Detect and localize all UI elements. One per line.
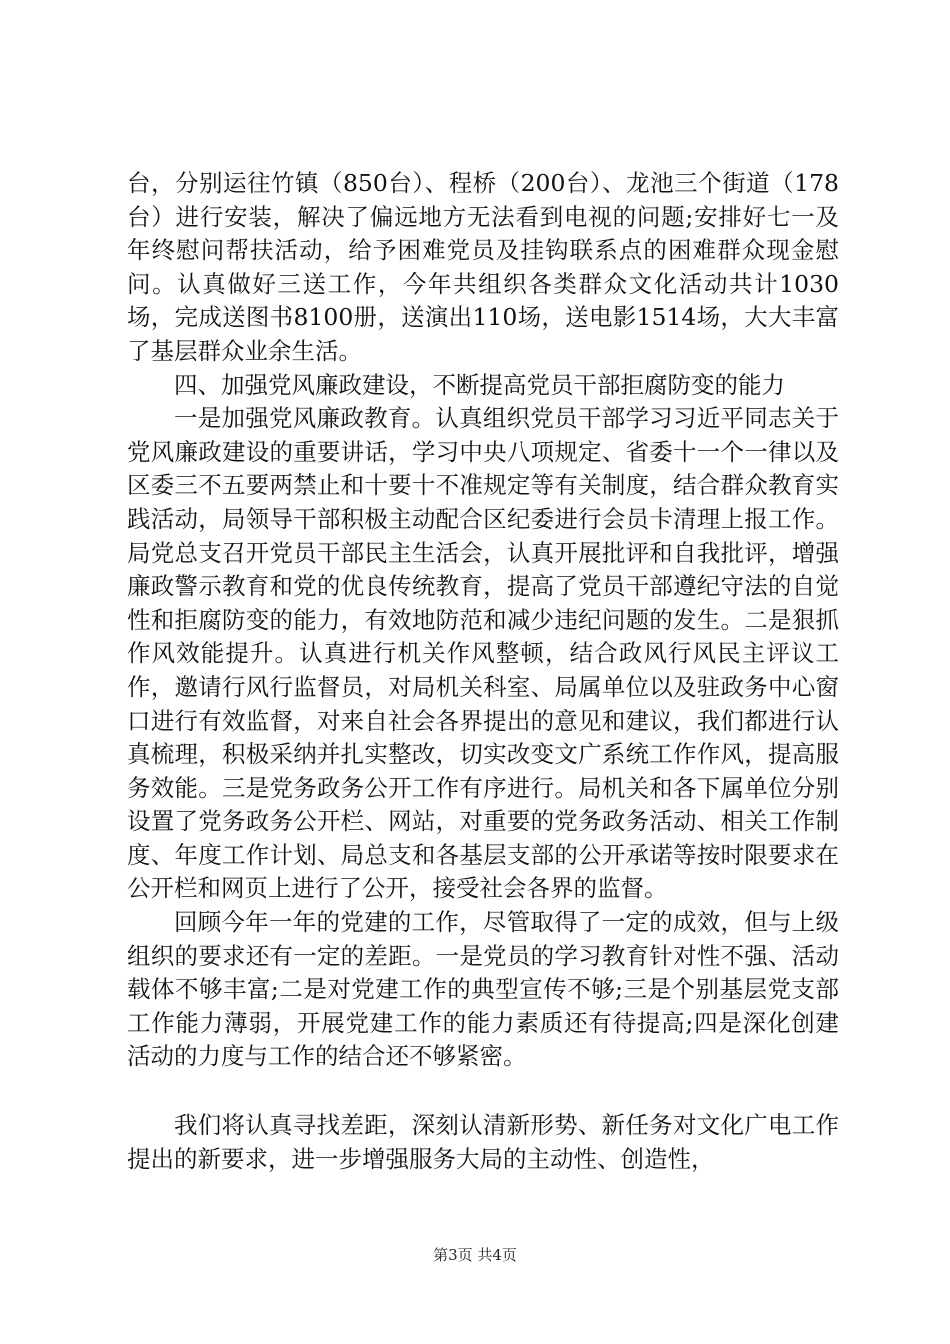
paragraph-continuation: 台，分别运往竹镇（850台）、程桥（200台）、龙池三个街道（178台）进行安装，解决了偏远地方无法看到电视的问题;安排好七一及年终慰问帮扶活动，给予困难党员及挂钩联系点的困难群众现金慰问。认真做好三送工作，今年共组织各类群众文化活动共计1030场，完成送图书8100册，送演出110场，送电影1514场，大大丰富了基层群众业余生活。 bbox=[127, 169, 839, 365]
paragraph-party-integrity: 一是加强党风廉政教育。认真组织党员干部学习习近平同志关于党风廉政建设的重要讲话，学习中央八项规定、省委十一个一律以及区委三不五要两禁止和十要十不准规定等有关制度，结合群众教育实践活动，局领导干部积极主动配合区纪委进行会员卡清理上报工作。局党总支召开党员干部民主生活会，认真开展批评和自我批评，增强廉政警示教育和党的优良传统教育，提高了党员干部遵纪守法的自觉性和拒腐防变的能力，有效地防范和减少违纪问题的发生。二是狠抓作风效能提升。认真进行机关作风整顿，结合政风行风民主评议工作，邀请行风行监督员，对局机关科室、局属单位以及驻政务中心窗口进行有效监督，对来自社会各界提出的意见和建议，我们都进行认真梳理，积极采纳并扎实整改，切实改变文广系统工作作风，提高服务效能。三是党务政务公开工作有序进行。局机关和各下属单位分别设置了党务政务公开栏、网站，对重要的党务政务活动、相关工作制度、年度工作计划、局总支和各基层支部的公开承诺等按时限要求在公开栏和网页上进行了公开，接受社会各界的监督。 bbox=[127, 404, 839, 903]
paragraph-outlook: 我们将认真寻找差距，深刻认清新形势、新任务对文化广电工作提出的新要求，进一步增强服务大局的主动性、创造性， bbox=[127, 1111, 839, 1173]
section-heading: 四、加强党风廉政建设，不断提高党员干部拒腐防变的能力 bbox=[174, 370, 785, 399]
paragraph-review: 回顾今年一年的党建的工作，尽管取得了一定的成效，但与上级组织的要求还有一定的差距。一是党员的学习教育针对性不强、活动载体不够丰富;二是对党建工作的典型宣传不够;三是个别基层党支部工作能力薄弱，开展党建工作的能力素质还有待提高;四是深化创建活动的力度与工作的结合还不够紧密。 bbox=[127, 908, 839, 1071]
document-body bbox=[127, 167, 839, 1176]
page-number-footer: 第3页 共4页 bbox=[433, 1246, 517, 1264]
